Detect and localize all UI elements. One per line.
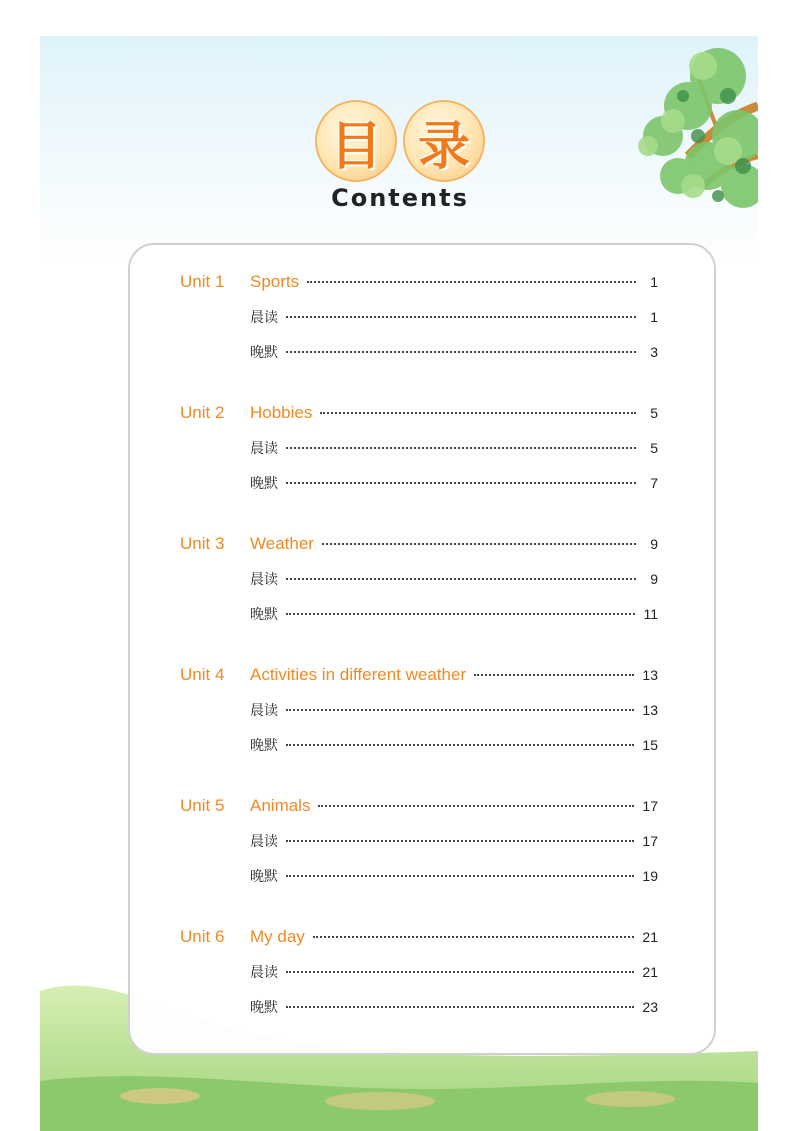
unit-number: Unit 6 <box>180 927 225 946</box>
page-number: 11 <box>643 606 658 622</box>
dot-leader <box>286 578 636 580</box>
page-number: 17 <box>642 833 658 849</box>
title-char: 录 <box>403 100 485 182</box>
unit-number: Unit 3 <box>180 534 225 553</box>
unit-number: Unit 2 <box>180 403 225 422</box>
page-heading <box>0 100 800 212</box>
dot-leader <box>286 971 634 973</box>
page-number: 5 <box>650 405 658 421</box>
sub-entry-label: 晚默 <box>250 607 278 623</box>
unit-title: My day <box>250 927 305 946</box>
toc-unit-entry[interactable] <box>180 927 658 962</box>
page-number: 1 <box>650 274 658 290</box>
toc-unit <box>180 796 658 901</box>
dot-leader <box>307 281 636 283</box>
dot-leader <box>286 316 636 318</box>
sub-entry-label: 晨读 <box>250 441 278 457</box>
toc-sub-entry[interactable] <box>180 866 658 901</box>
toc-sub-entry[interactable] <box>180 473 658 508</box>
page-number: 9 <box>650 536 658 552</box>
page-number: 9 <box>650 571 658 587</box>
dot-leader <box>474 674 634 676</box>
dot-leader <box>286 744 634 746</box>
sub-entry-label: 晚默 <box>250 476 278 492</box>
page-number: 21 <box>642 929 658 945</box>
page-number: 21 <box>642 964 658 980</box>
unit-title: Weather <box>250 534 314 553</box>
title-chars <box>0 100 800 182</box>
toc-sub-entry[interactable] <box>180 997 658 1032</box>
page-number: 13 <box>642 667 658 683</box>
unit-title: Hobbies <box>250 403 313 422</box>
toc-unit <box>180 534 658 639</box>
dot-leader <box>286 482 636 484</box>
sub-entry-label: 晨读 <box>250 572 278 588</box>
dot-leader <box>286 613 635 615</box>
unit-title: Animals <box>250 796 311 815</box>
page-number: 3 <box>650 344 658 360</box>
toc-sub-entry[interactable] <box>180 438 658 473</box>
page-number: 23 <box>642 999 658 1015</box>
unit-title: Sports <box>250 272 300 291</box>
toc-unit-entry[interactable] <box>180 403 658 438</box>
title-char: 目 <box>315 100 397 182</box>
dot-leader <box>318 805 634 807</box>
unit-number: Unit 4 <box>180 665 225 684</box>
dot-leader <box>322 543 636 545</box>
page-number: 5 <box>650 440 658 456</box>
page-number: 13 <box>642 702 658 718</box>
page-number: 1 <box>650 309 658 325</box>
sub-entry-label: 晚默 <box>250 345 278 361</box>
page-number: 17 <box>642 798 658 814</box>
table-of-contents <box>180 272 658 1058</box>
toc-unit-entry[interactable] <box>180 272 658 307</box>
toc-sub-entry[interactable] <box>180 604 658 639</box>
toc-sub-entry[interactable] <box>180 342 658 377</box>
dot-leader <box>286 875 634 877</box>
dot-leader <box>286 1006 634 1008</box>
dot-leader <box>286 840 634 842</box>
toc-unit-entry[interactable] <box>180 534 658 569</box>
toc-sub-entry[interactable] <box>180 307 658 342</box>
unit-number: Unit 5 <box>180 796 225 815</box>
sub-entry-label: 晨读 <box>250 834 278 850</box>
sub-entry-label: 晨读 <box>250 965 278 981</box>
toc-sub-entry[interactable] <box>180 831 658 866</box>
dot-leader <box>286 709 634 711</box>
page-number: 15 <box>642 737 658 753</box>
page-number: 19 <box>642 868 658 884</box>
toc-sub-entry[interactable] <box>180 735 658 770</box>
dot-leader <box>320 412 636 414</box>
unit-title: Activities in different weather <box>250 665 467 684</box>
sub-entry-label: 晚默 <box>250 869 278 885</box>
toc-sub-entry[interactable] <box>180 569 658 604</box>
dot-leader <box>286 351 636 353</box>
toc-unit <box>180 665 658 770</box>
dot-leader <box>313 936 635 938</box>
toc-unit-entry[interactable] <box>180 665 658 700</box>
sub-entry-label: 晨读 <box>250 703 278 719</box>
dot-leader <box>286 447 636 449</box>
subtitle: Contents <box>331 184 469 212</box>
toc-sub-entry[interactable] <box>180 962 658 997</box>
toc-sub-entry[interactable] <box>180 700 658 735</box>
unit-number: Unit 1 <box>180 272 225 291</box>
sub-entry-label: 晚默 <box>250 1000 278 1016</box>
sub-entry-label: 晚默 <box>250 738 278 754</box>
page-number: 7 <box>650 475 658 491</box>
toc-unit <box>180 927 658 1032</box>
sub-entry-label: 晨读 <box>250 310 278 326</box>
toc-unit-entry[interactable] <box>180 796 658 831</box>
toc-unit <box>180 272 658 377</box>
toc-unit <box>180 403 658 508</box>
